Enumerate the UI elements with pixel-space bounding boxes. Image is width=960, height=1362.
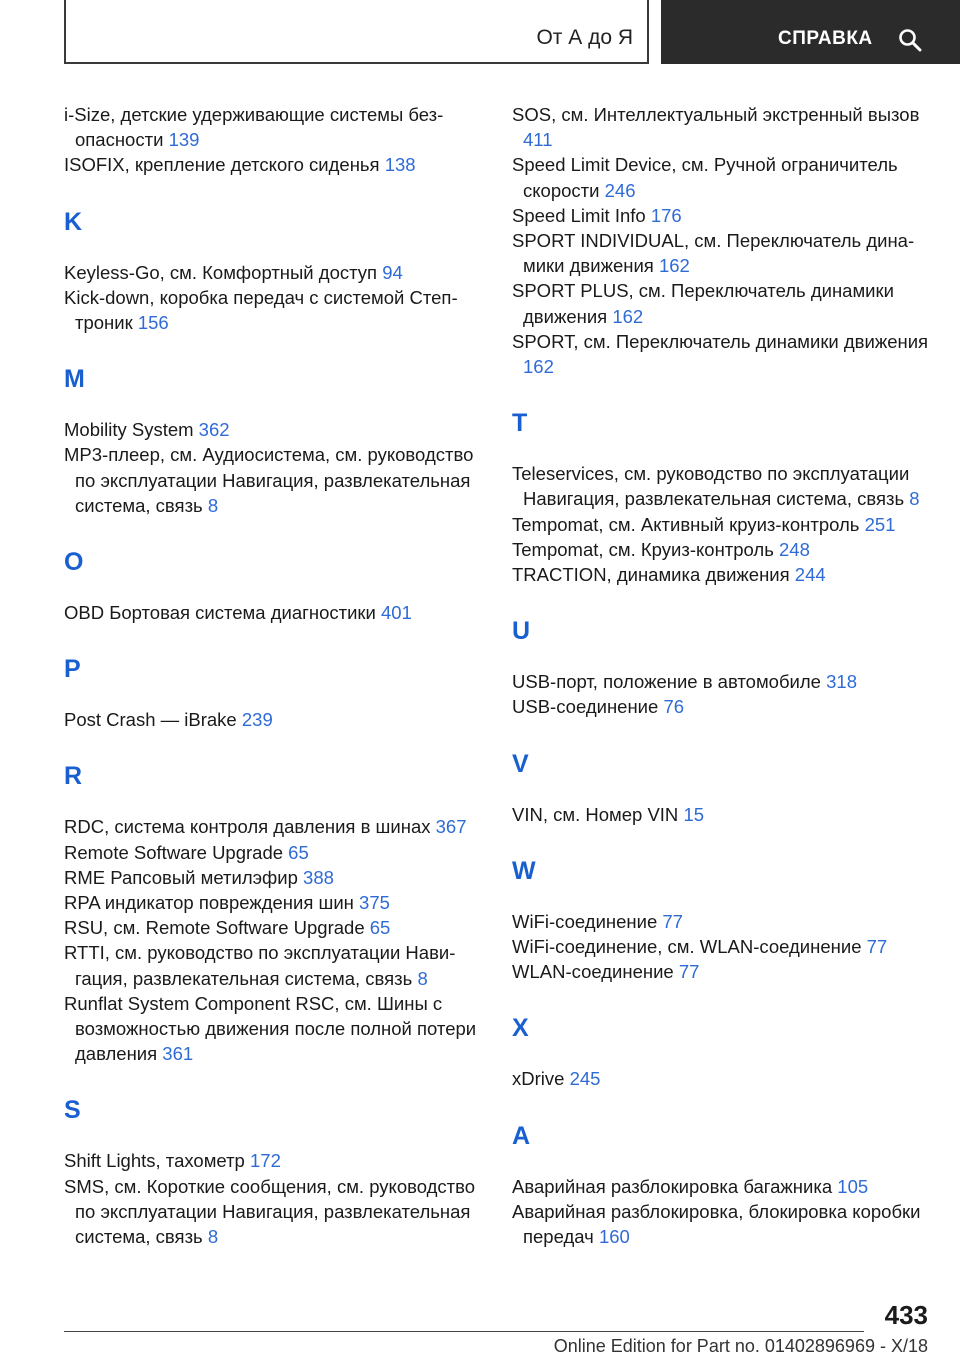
page-reference-link[interactable]: 245	[569, 1068, 601, 1090]
index-entry-text: RPA индикатор повреждения шин	[64, 892, 354, 914]
index-entry	[512, 562, 932, 587]
page-reference-link[interactable]: 77	[678, 961, 700, 983]
page-reference-link[interactable]: 160	[598, 1226, 630, 1248]
section-title: От А до Я	[536, 26, 633, 49]
index-entry-text: VIN, см. Номер VIN	[512, 803, 679, 825]
page-reference-link[interactable]: 248	[779, 538, 810, 560]
index-entry-text: xDrive	[512, 1068, 565, 1090]
page-reference-link[interactable]: 251	[864, 513, 896, 535]
index-entry	[512, 669, 932, 694]
page-reference-link[interactable]: 367	[435, 816, 467, 838]
index-section-letter: P	[64, 655, 81, 684]
index-section-letter: O	[64, 548, 84, 577]
index-entry	[512, 203, 932, 228]
index-entry	[64, 707, 484, 732]
page-reference-link[interactable]: 76	[663, 696, 685, 718]
index-entry-text: Mobility System	[64, 419, 194, 441]
index-entry-text: SPORT INDIVIDUAL, см. Переключатель динамики движения	[512, 230, 915, 277]
index-entry-text: Runflat System Component RSC, см. Шины с возможностью движения после полной потери давления	[64, 992, 477, 1065]
index-entry-text: Аварийная разблокировка багажника	[512, 1175, 833, 1197]
index-entry	[512, 694, 932, 719]
index-entry	[512, 1174, 932, 1199]
index-entry-text: SOS, см. Интеллектуальный экстренный вызов	[512, 104, 920, 125]
page-reference-link[interactable]: 8	[207, 494, 219, 516]
page-reference-link[interactable]: 8	[417, 967, 428, 989]
index-section-letter: W	[512, 856, 536, 885]
page-number: 433	[884, 1300, 928, 1330]
index-entry-text: TRACTION, динамика движения	[512, 564, 790, 586]
index-entry	[64, 417, 484, 442]
index-entry	[512, 278, 932, 328]
index-entry-text: RDC, система контроля давления в шинах	[64, 816, 431, 838]
index-entry	[64, 600, 484, 625]
index-entry-text: WLAN-соединение	[512, 961, 674, 983]
page-reference-link[interactable]: 244	[794, 564, 826, 586]
index-entry	[64, 442, 484, 518]
page-reference-link[interactable]: 411	[523, 129, 553, 151]
index-entry-text: Tempomat, см. Активный круиз-контроль	[512, 513, 860, 535]
index-entry-text: Speed Limit Device, см. Ручной ограничитель скорости	[512, 154, 898, 201]
index-entry	[64, 840, 484, 865]
page-reference-link[interactable]: 375	[359, 892, 390, 914]
index-entry-text: WiFi-соединение	[512, 910, 658, 932]
index-entry-text: Post Crash — iBrake	[64, 709, 237, 731]
page-reference-link[interactable]: 239	[241, 709, 273, 731]
index-entry-text: RTTI, см. руководство по эксплуатации Навигация, развлекательная система, связь	[64, 942, 456, 989]
index-section-letter: V	[512, 749, 529, 778]
index-entry	[64, 940, 484, 990]
footer-divider	[64, 1331, 864, 1332]
index-entry-text: Kick-down, коробка передач с системой Стептроник	[64, 286, 458, 334]
page-reference-link[interactable]: 65	[288, 841, 309, 863]
index-entry-text: Shift Lights, тахометр	[64, 1150, 245, 1172]
page-reference-link[interactable]: 318	[826, 671, 857, 693]
index-entry-text: Аварийная разблокировка, блокировка коробки передач	[512, 1200, 921, 1248]
index-entry-text: SPORT PLUS, см. Переключатель динамики движения	[512, 280, 894, 327]
help-tab[interactable]	[661, 0, 960, 64]
index-entry	[512, 461, 932, 511]
index-entry	[64, 865, 484, 890]
page-reference-link[interactable]: 65	[369, 917, 391, 939]
index-entry	[64, 1174, 484, 1250]
index-entry-text: USB-порт, положение в автомобиле	[512, 671, 821, 693]
page-reference-link[interactable]: 15	[683, 803, 705, 825]
page-reference-link[interactable]: 361	[162, 1043, 194, 1065]
page-reference-link[interactable]: 246	[604, 179, 636, 201]
index-entry	[64, 260, 484, 285]
index-entry-text: SMS, см. Короткие сообщения, см. руководство по эксплуатации Навигация, развлекательная система, связь	[64, 1175, 476, 1248]
index-entry	[512, 1066, 932, 1091]
page-reference-link[interactable]: 8	[207, 1226, 219, 1248]
index-entry-text: OBD Бортовая система диагностики	[64, 602, 376, 624]
index-entry	[512, 228, 932, 278]
index-section-letter: А	[512, 1121, 531, 1150]
page-reference-link[interactable]: 362	[198, 419, 230, 441]
index-entry	[512, 152, 932, 202]
page-reference-link[interactable]: 77	[662, 910, 683, 932]
index-entry-text: Speed Limit Info	[512, 204, 646, 226]
index-entry	[512, 909, 932, 934]
index-entry	[512, 1199, 932, 1249]
index-column-left	[64, 102, 484, 1249]
index-section-letter: S	[64, 1096, 81, 1125]
index-entry	[64, 285, 484, 335]
index-entry	[512, 802, 932, 827]
search-icon	[898, 28, 922, 52]
page-reference-link[interactable]: 388	[303, 866, 334, 888]
index-entry	[512, 102, 932, 152]
page-reference-link[interactable]: 77	[866, 936, 888, 958]
index-entry-text: ISOFIX, крепление детского сиденья	[64, 154, 380, 176]
index-section-letter: M	[64, 365, 85, 394]
index-entry	[512, 512, 932, 537]
index-entry	[64, 152, 484, 177]
index-section-letter: K	[64, 207, 83, 236]
page-reference-link[interactable]: 139	[168, 129, 200, 151]
index-entry	[512, 537, 932, 562]
index-entry-text: Keyless-Go, см. Комфортный доступ	[64, 261, 378, 283]
page-reference-link[interactable]: 401	[381, 602, 412, 624]
index-entry-text: RSU, см. Remote Software Upgrade	[64, 917, 365, 939]
page-reference-link[interactable]: 156	[137, 312, 169, 334]
index-section-letter: X	[512, 1014, 529, 1043]
index-entry	[64, 1148, 484, 1173]
page-reference-link[interactable]: 138	[384, 154, 416, 176]
index-entry	[512, 934, 932, 959]
index-entry-text: WiFi-соединение, см. WLAN-соединение	[512, 936, 862, 958]
page-reference-link[interactable]: 8	[909, 488, 920, 510]
index-entry-text: MP3-плеер, см. Аудиосистема, см. руководство по эксплуатации Навигация, развлекательная система, связь	[64, 444, 474, 516]
index-column-right	[512, 102, 932, 1249]
help-tab-label: СПРАВКА	[778, 28, 873, 49]
index-entry	[64, 814, 484, 839]
section-header	[64, 0, 649, 64]
index-entry-text: Tempomat, см. Круиз-контроль	[512, 538, 774, 560]
index-entry	[64, 102, 484, 152]
page-reference-link[interactable]: 162	[523, 356, 554, 378]
index-entry-text: i-Size, детские удерживающие системы безопасности	[64, 104, 444, 151]
page-reference-link[interactable]: 176	[650, 204, 682, 226]
index-entry-text: SPORT, см. Переключатель динамики движения	[512, 330, 929, 352]
index-entry-text: RME Рапсовый метилэфир	[64, 866, 298, 888]
index-entry	[512, 329, 932, 379]
page-reference-link[interactable]: 162	[612, 305, 644, 327]
page-reference-link[interactable]: 162	[658, 255, 690, 277]
edition-footer: Online Edition for Part no. 01402896969 - X/18	[553, 1336, 928, 1356]
index-section-letter: T	[512, 409, 528, 438]
index-entry	[64, 991, 484, 1067]
page-reference-link[interactable]: 105	[837, 1175, 869, 1197]
page-reference-link[interactable]: 94	[382, 261, 403, 283]
page-reference-link[interactable]: 172	[250, 1150, 281, 1172]
index-section-letter: R	[64, 762, 83, 791]
index-entry	[64, 890, 484, 915]
index-entry-text: USB-соединение	[512, 696, 659, 718]
index-entry	[512, 959, 932, 984]
index-entry	[64, 915, 484, 940]
index-entry-text: Remote Software Upgrade	[64, 841, 284, 863]
index-section-letter: U	[512, 617, 531, 646]
index-entry-text: Teleservices, см. руководство по эксплуатации Навигация, развлекательная система, связь	[512, 463, 910, 510]
